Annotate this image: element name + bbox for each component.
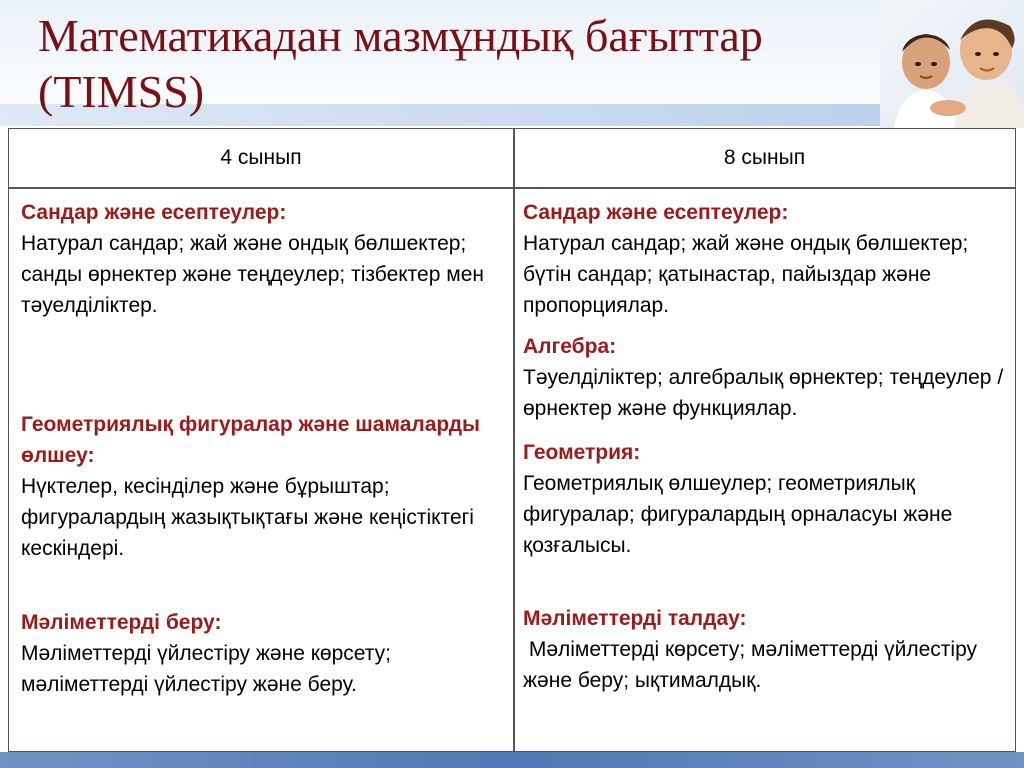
section-heading: Сандар және есептеулер: <box>523 201 789 224</box>
section-body: Натурал сандар; жай және ондық бөлшектер; санды өрнектер және теңдеулер; тізбектер мен тәуелділіктер. <box>21 232 484 317</box>
grade8-section-geometry <box>523 437 1011 561</box>
section-heading: Сандар және есептеулер: <box>21 201 287 224</box>
title-line-1: Математикадан мазмұндық бағыттар <box>38 10 763 61</box>
section-body: Геометриялық өлшеулер; геометриялық фигуралар; фигуралардың орналасуы және қозғалысы. <box>523 472 953 557</box>
slide-title <box>38 8 878 120</box>
section-body: Натурал сандар; жай және ондық бөлшектер; бүтін сандар; қатынастар, пайыздар және пропорциялар. <box>523 232 969 317</box>
header-grade-4: 4 сынып <box>220 146 302 169</box>
children-photo-icon <box>880 0 1024 128</box>
section-body: Мәліметтерді көрсету; мәліметтерді үйлестіру және беру; ықтималдық. <box>523 638 983 692</box>
header-grade-8: 8 сынып <box>723 146 806 169</box>
bottom-decor-bar <box>0 752 1024 768</box>
grade8-section-algebra <box>523 331 1011 424</box>
children-photo <box>880 0 1024 128</box>
section-heading: Мәліметтерді беру: <box>21 611 222 634</box>
grade4-section-data <box>21 607 505 700</box>
section-heading: Геометриялық фигуралар және шамаларды өлшеу: <box>21 413 480 467</box>
grade4-section-geometry <box>21 409 505 564</box>
column-divider <box>513 129 515 751</box>
section-body: Мәліметтерді үйлестіру және көрсету; мәліметтерді үйлестіру және беру. <box>21 642 391 696</box>
section-body: Тәуелділіктер; алгебралық өрнектер; теңдеулер / өрнектер және функциялар. <box>523 366 1004 420</box>
title-line-2: (TIMSS) <box>38 66 205 117</box>
section-heading: Мәліметтерді талдау: <box>523 607 747 630</box>
slide-header <box>0 0 1024 128</box>
grade4-section-numbers <box>21 197 505 321</box>
section-heading: Алгебра: <box>523 335 617 358</box>
header-row-divider <box>9 187 1015 189</box>
timss-table <box>8 128 1016 752</box>
grade8-section-numbers <box>523 197 1011 321</box>
section-body: Нүктелер, кесінділер және бұрыштар; фигуралардың жазықтықтағы және кеңістіктегі кескіндері. <box>21 475 474 560</box>
grade8-section-data <box>523 603 1011 696</box>
section-heading: Геометрия: <box>523 441 641 464</box>
